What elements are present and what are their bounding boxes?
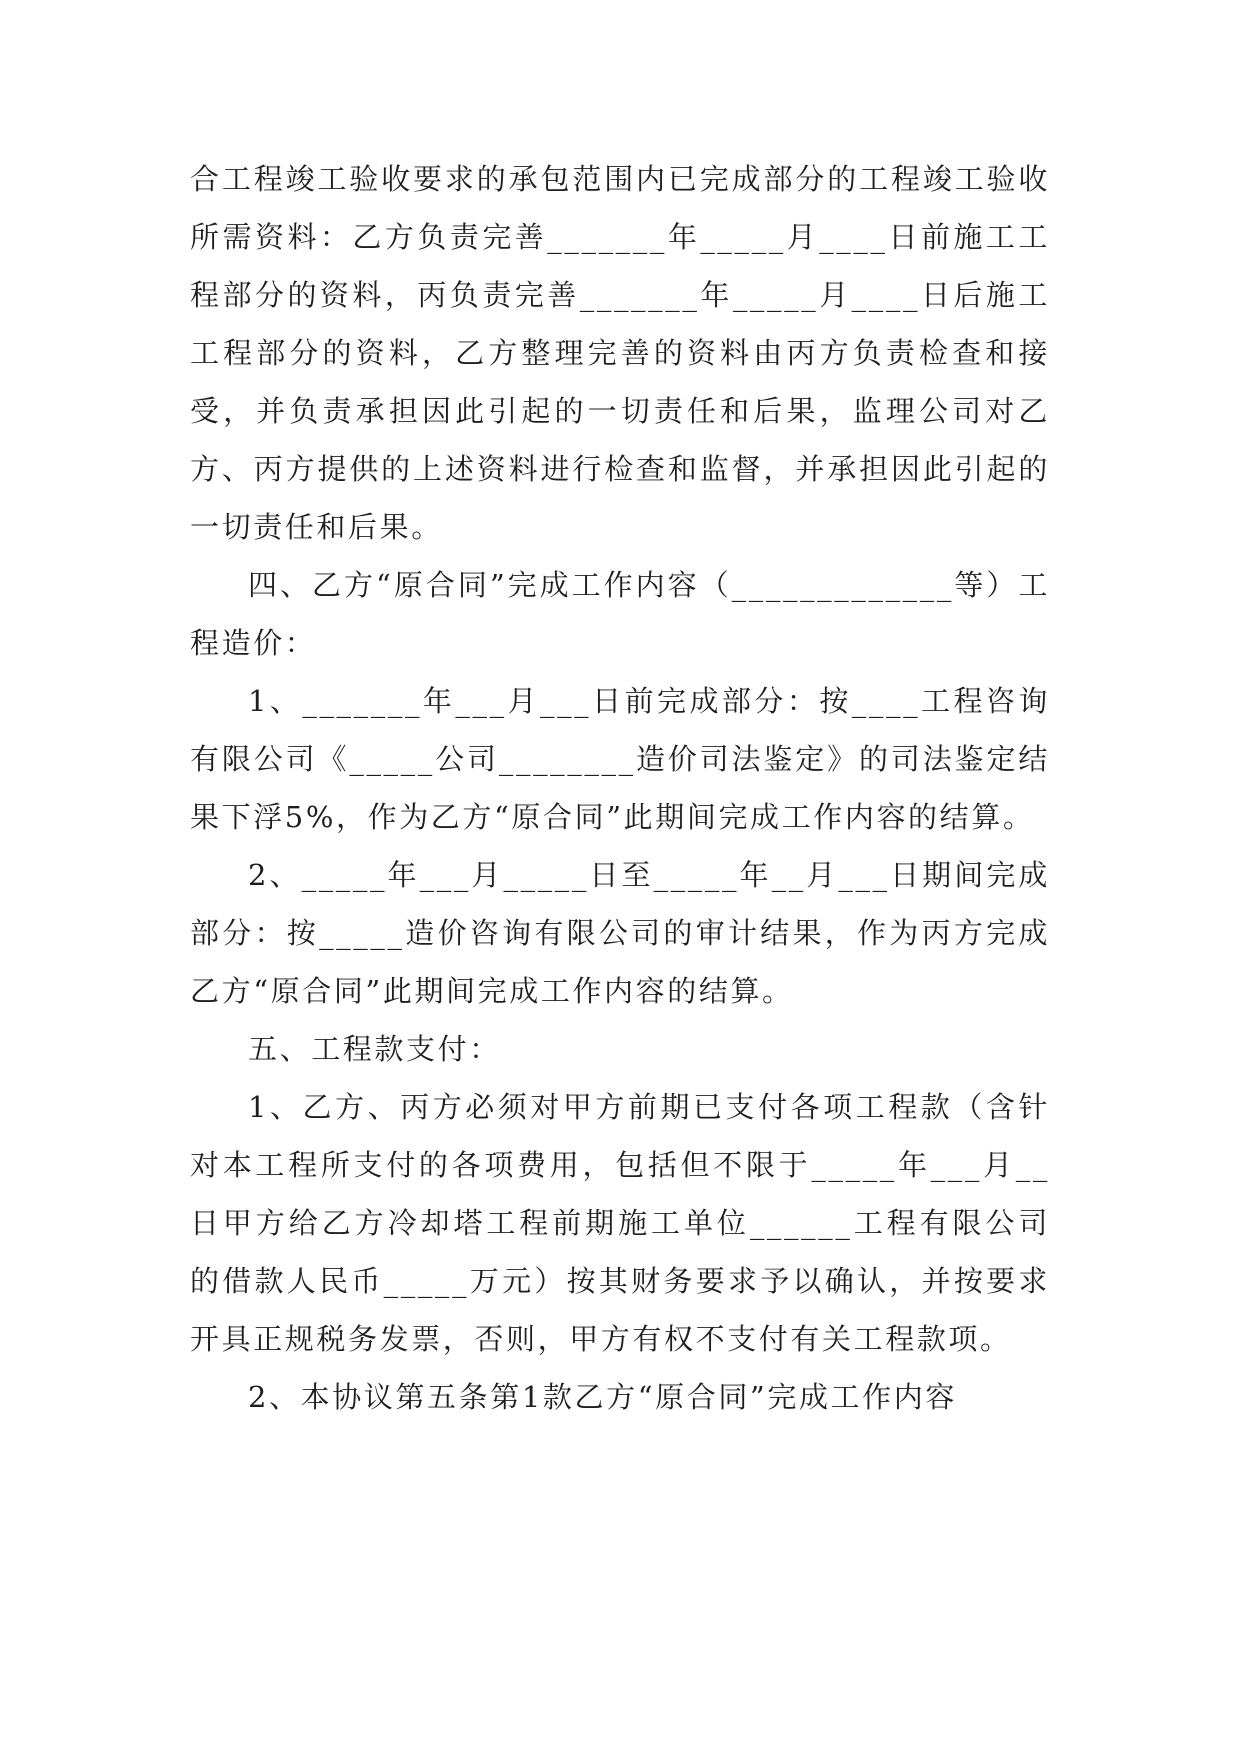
paragraph-section-five-item-1: 1、乙方、丙方必须对甲方前期已支付各项工程款（含针对本工程所支付的各项费用，包括但不限于_____年___月__日甲方给乙方冷却塔工程前期施工单位______工程有限公司的借款人民币_____万元）按其财务要求予以确认，并按要求开具正规税务发票，否则，甲方有权不支付有关工程款项。	[190, 1090, 1050, 1356]
paragraph-section-four-heading: 四、乙方“原合同”完成工作内容（_____________等）工程造价：	[190, 568, 1050, 660]
paragraph-section-five-item-2: 2、本协议第五条第1款乙方“原合同”完成工作内容	[248, 1380, 957, 1414]
paragraph-section-four-item-2: 2、_____年___月_____日至_____年__月___日期间完成部分：按_____造价咨询有限公司的审计结果，作为丙方完成乙方“原合同”此期间完成工作内容的结算。	[190, 858, 1050, 1008]
paragraph-section-four-item-1: 1、_______年___月___日前完成部分：按____工程咨询有限公司《_____公司________造价司法鉴定》的司法鉴定结果下浮5%，作为乙方“原合同”此期间完成工作内容的结算。	[190, 684, 1050, 834]
paragraph-section-five-heading: 五、工程款支付：	[248, 1032, 501, 1066]
document-body	[190, 150, 1050, 1426]
paragraph-acceptance-materials: 合工程竣工验收要求的承包范围内已完成部分的工程竣工验收所需资料：乙方负责完善_______年_____月____日前施工工程部分的资料，丙负责完善_______年_____月____日后施工工程部分的资料，乙方整理完善的资料由丙方负责检查和接受，并负责承担因此引起的一切责任和后果，监理公司对乙方、丙方提供的上述资料进行检查和监督，并承担因此引起的一切责任和后果。	[190, 162, 1050, 544]
